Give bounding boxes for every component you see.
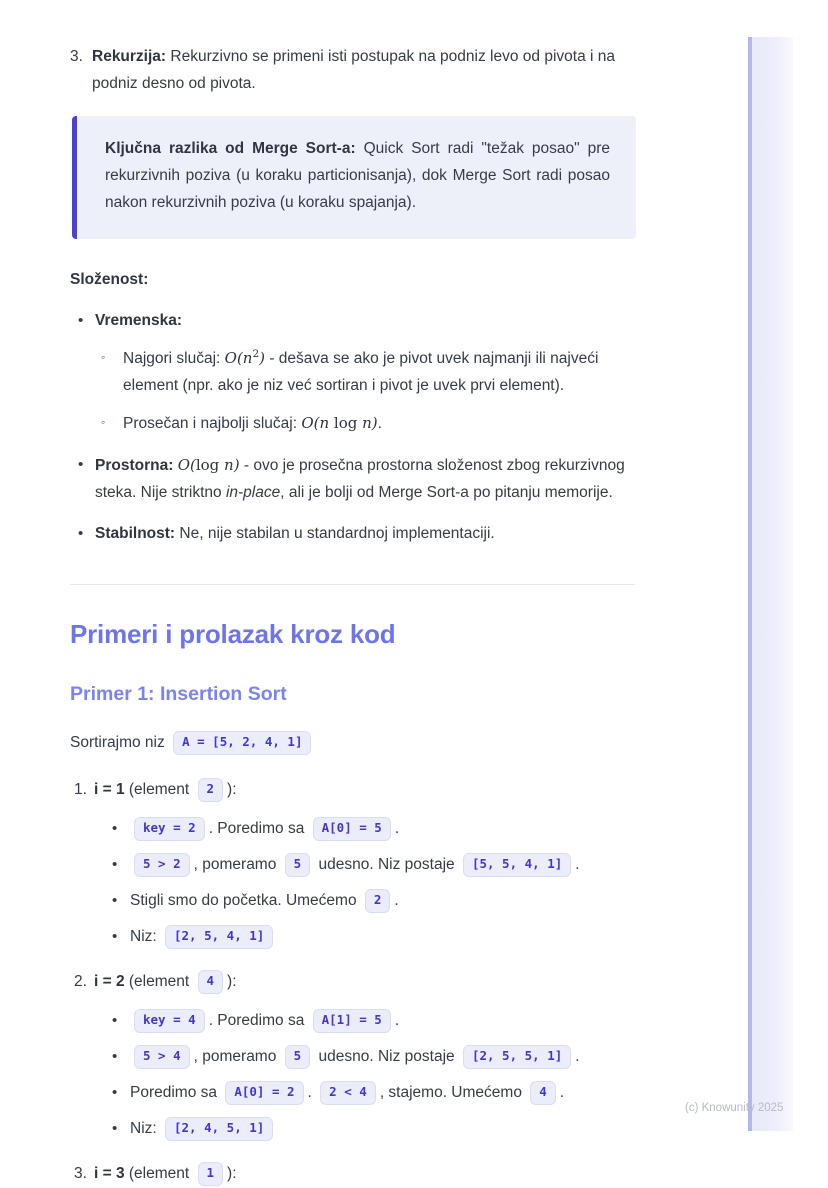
code-chip: 2 xyxy=(365,889,391,913)
math-o-n-log-n: O(n log n) xyxy=(301,413,378,432)
code-chip: 2 < 4 xyxy=(320,1081,376,1105)
intro-line xyxy=(70,730,636,757)
step-item-1 xyxy=(74,777,636,951)
list-item-prosecan xyxy=(101,410,636,438)
vremenska-label: Vremenska: xyxy=(95,311,183,329)
bullet-line xyxy=(112,816,636,843)
bullet-marker: • xyxy=(112,1119,118,1137)
bullet-text: . xyxy=(575,856,580,874)
math-o-log-n: O(log n) xyxy=(177,455,240,474)
section-heading-primeri: Primeri i prolazak kroz kod xyxy=(70,618,396,649)
bullet-marker: • xyxy=(78,524,84,542)
bullet-marker: • xyxy=(112,928,118,945)
vremenska-sublist xyxy=(101,345,636,438)
bullet-marker: • xyxy=(78,311,84,329)
prostorna-label: Prostorna: xyxy=(95,456,174,474)
code-chip: 5 > 2 xyxy=(134,853,190,877)
code-chip: 4 xyxy=(530,1081,556,1105)
step-1-bullets xyxy=(110,816,636,951)
bullet-line xyxy=(112,1008,636,1035)
step-2-bullets xyxy=(110,1008,636,1143)
step-mid: (element xyxy=(124,781,194,799)
bullet-text: , pomeramo xyxy=(193,856,281,874)
code-chip: 5 xyxy=(285,853,311,877)
code-chip: 2 xyxy=(198,778,224,802)
code-chip: A[0] = 2 xyxy=(225,1081,303,1105)
bullet-text: . xyxy=(307,1083,317,1101)
code-chip: key = 4 xyxy=(134,1009,205,1033)
ordered-item-rekurzija xyxy=(70,44,636,98)
callout-bold-label: Ključna razlika od Merge Sort-a: xyxy=(105,139,356,157)
bullet-line xyxy=(112,1116,636,1143)
step-end: ): xyxy=(227,781,237,799)
list-item-najgori xyxy=(101,345,636,400)
bullet-marker: • xyxy=(112,856,118,874)
step-3-heading xyxy=(94,1161,636,1188)
code-chip: A[0] = 5 xyxy=(313,817,391,841)
code-chip: [2, 5, 4, 1] xyxy=(165,925,273,949)
code-chip: [2, 4, 5, 1] xyxy=(165,1117,273,1141)
code-chip: key = 2 xyxy=(134,817,205,841)
bullet-line xyxy=(112,852,636,879)
najgori-post: - dešava se ako je pivot uvek najmanji ili najveći element (npr. ako je niz već sortiran i pivot je uvek prvi element). xyxy=(123,349,599,394)
list-item-vremenska xyxy=(78,308,636,438)
step-mid: (element xyxy=(124,972,194,990)
step-number: 3. xyxy=(74,1164,87,1182)
stabilnost-body: Ne, nije stabilan u standardnoj implementaciji. xyxy=(175,524,495,542)
bullet-line xyxy=(112,924,636,951)
math-o-n-squared: $O(n^2)$ xyxy=(224,347,266,367)
step-item-3 xyxy=(74,1161,636,1188)
bullet-text: . xyxy=(394,892,399,910)
item-number: 3. xyxy=(70,48,83,65)
code-chip: [5, 5, 4, 1] xyxy=(463,853,571,877)
stabilnost-label: Stabilnost: xyxy=(95,524,176,542)
code-chip: [2, 5, 5, 1] xyxy=(463,1045,571,1069)
bullet-text: udesno. Niz postaje xyxy=(314,1047,459,1065)
prostorna-post: , ali je bolji od Merge Sort-a po pitanju memorije. xyxy=(280,483,613,501)
bullet-text: udesno. Niz postaje xyxy=(314,856,459,874)
najgori-pre: Najgori slučaj: xyxy=(123,349,225,367)
item-body-text: Rekurzivno se primeni isti postupak na podniz levo od pivota i na podniz desno od pivota. xyxy=(92,48,615,92)
bullet-line xyxy=(112,1044,636,1071)
bullet-marker: • xyxy=(112,892,118,910)
prosecan-text xyxy=(123,410,636,438)
step-bold: i = 1 xyxy=(94,781,125,799)
bullet-text: . xyxy=(575,1047,580,1065)
callout-paragraph xyxy=(105,136,610,217)
callout-text: Quick Sort radi "težak posao" pre rekurzivnih poziva (u koraku particionisanja), dok Merge Sort radi posao nakon rekurzivnih poziva (u koraku spajanja). xyxy=(105,139,611,211)
step-end: ): xyxy=(227,1164,237,1182)
in-place-italic: in-place xyxy=(225,483,281,501)
section-divider xyxy=(70,584,635,585)
code-chip: 1 xyxy=(198,1162,224,1186)
bullet-text: Niz: xyxy=(130,1119,161,1137)
subsection-heading-primer1: Primer 1: Insertion Sort xyxy=(70,682,287,705)
callout-note xyxy=(72,116,636,239)
bullet-text: Niz: xyxy=(130,928,161,945)
najgori-text xyxy=(123,345,636,400)
list-item-stabilnost xyxy=(78,521,636,548)
code-chip: 4 xyxy=(198,970,224,994)
prostorna-mid: - ovo je prosečna prostorna složenost zbog rekurzivnog steka. Nije striktno xyxy=(95,456,625,501)
code-chip: A = [5, 2, 4, 1] xyxy=(173,731,311,755)
step-number: 2. xyxy=(74,972,87,990)
bullet-line xyxy=(112,888,636,915)
bullet-marker: • xyxy=(112,1047,118,1065)
bullet-marker: • xyxy=(78,455,84,473)
page-edge-strip xyxy=(748,37,793,1131)
bullet-text: , stajemo. Umećemo xyxy=(379,1083,527,1101)
bullet-text: , pomeramo xyxy=(193,1047,281,1065)
step-1-heading xyxy=(94,777,636,804)
bullet-text: . xyxy=(559,1083,565,1101)
item-text xyxy=(92,44,636,98)
code-chip: A[1] = 5 xyxy=(313,1009,391,1033)
bullet-text: Poredimo sa xyxy=(130,1083,222,1101)
circle-bullet-marker: ◦ xyxy=(101,414,106,429)
bullet-text: . Poredimo sa xyxy=(208,1011,309,1029)
code-chip: 5 xyxy=(285,1045,311,1069)
list-item-prostorna xyxy=(78,452,636,507)
prosecan-post: . xyxy=(377,414,382,432)
bullet-text: . Poredimo sa xyxy=(208,820,309,838)
stabilnost-text xyxy=(95,521,636,548)
complexity-list xyxy=(70,308,636,548)
step-item-2 xyxy=(74,969,636,1143)
bullet-line xyxy=(112,1080,636,1107)
step-2-heading xyxy=(94,969,636,996)
circle-bullet-marker: ◦ xyxy=(101,349,106,364)
item-bold-label: Rekurzija: xyxy=(92,48,167,65)
steps-list xyxy=(70,777,636,1188)
bullet-text: Stigli smo do početka. Umećemo xyxy=(130,892,361,910)
bullet-text: . xyxy=(394,820,400,838)
prosecan-pre: Prosečan i najbolji slučaj: xyxy=(123,414,302,432)
bullet-marker: • xyxy=(112,1083,118,1101)
bullet-marker: • xyxy=(112,1011,118,1029)
footer-copyright: (c) Knowunity 2025 xyxy=(685,1102,784,1114)
step-number: 1. xyxy=(74,781,87,799)
step-bold: i = 3 xyxy=(94,1164,125,1182)
step-mid: (element xyxy=(124,1164,194,1182)
step-bold: i = 2 xyxy=(94,972,125,990)
code-chip: 5 > 4 xyxy=(134,1045,190,1069)
intro-text: Sortirajmo niz xyxy=(70,734,170,752)
prostorna-text xyxy=(95,452,636,507)
step-end: ): xyxy=(227,972,237,990)
bullet-text: . xyxy=(394,1011,400,1029)
bullet-marker: • xyxy=(112,820,118,838)
heading-slozenost: Složenost: xyxy=(70,270,149,288)
